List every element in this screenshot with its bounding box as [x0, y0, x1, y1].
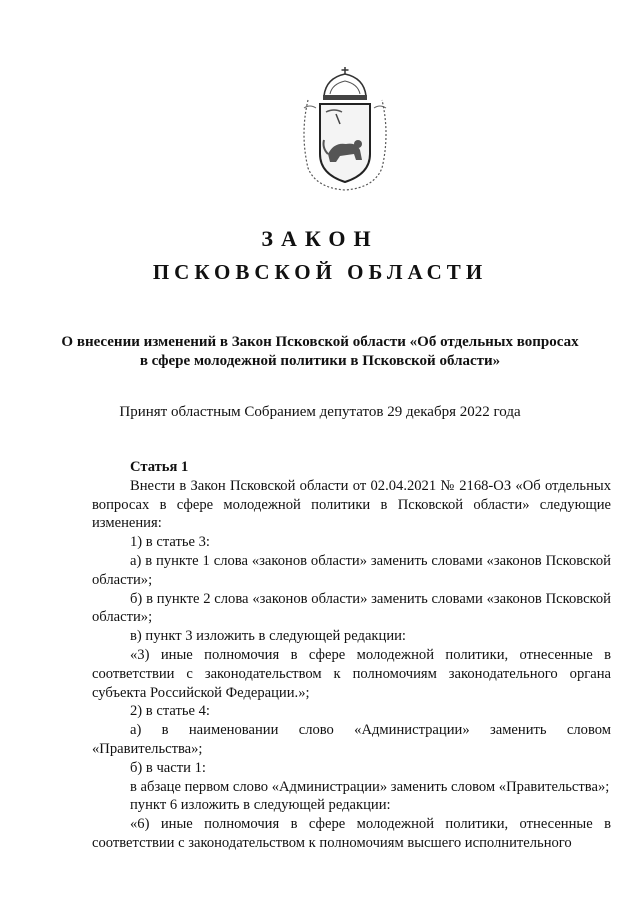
- coat-of-arms-icon: [296, 64, 394, 194]
- article-title: Статья 1: [130, 459, 189, 475]
- paragraph: а) в пункте 1 слова «законов области» заменить словами «законов Псковской области»;: [92, 552, 611, 588]
- paragraph: б) в части 1:: [130, 759, 206, 776]
- paragraph: в абзаце первом слово «Администрации» заменить словом «Правительства»;: [130, 778, 610, 795]
- adoption-line: Принят областным Собранием депутатов 29 декабря 2022 года: [119, 404, 521, 420]
- paragraph: 1) в статье 3:: [130, 534, 210, 551]
- paragraph: в) пункт 3 изложить в следующей редакции:: [130, 628, 406, 645]
- paragraph: Внести в Закон Псковской области от 02.04.2021 № 2168-ОЗ «Об отдельных вопросах в сфере молодежной политики в Псковской области» следующие изменения:: [92, 477, 611, 532]
- paragraph: пункт 6 изложить в следующей редакции:: [130, 797, 391, 814]
- region-title: ПСКОВСКОЙ ОБЛАСТИ: [152, 260, 488, 284]
- law-body: [92, 458, 611, 853]
- law-heading: О внесении изменений в Закон Псковской области «Об отдельных вопросах в сфере молодежной политики в Псковской области»: [61, 334, 579, 369]
- paragraph: «3) иные полномочия в сфере молодежной политики, отнесенные в соответствии с законодательством к полномочиям законодательного органа субъекта Российской Федерации.»;: [92, 646, 611, 701]
- paragraph: а) в наименовании слово «Администрации» заменить словом «Правительства»;: [92, 722, 611, 757]
- paragraph: «6) иные полномочия в сфере молодежной политики, отнесенные в соответствии с законодательством к полномочиям высшего исполнительного: [92, 816, 611, 851]
- paragraph: б) в пункте 2 слова «законов области» заменить словами «законов Псковской области»;: [92, 590, 611, 626]
- law-title: ЗАКОН: [261, 226, 379, 251]
- paragraph: 2) в статье 4:: [130, 703, 210, 720]
